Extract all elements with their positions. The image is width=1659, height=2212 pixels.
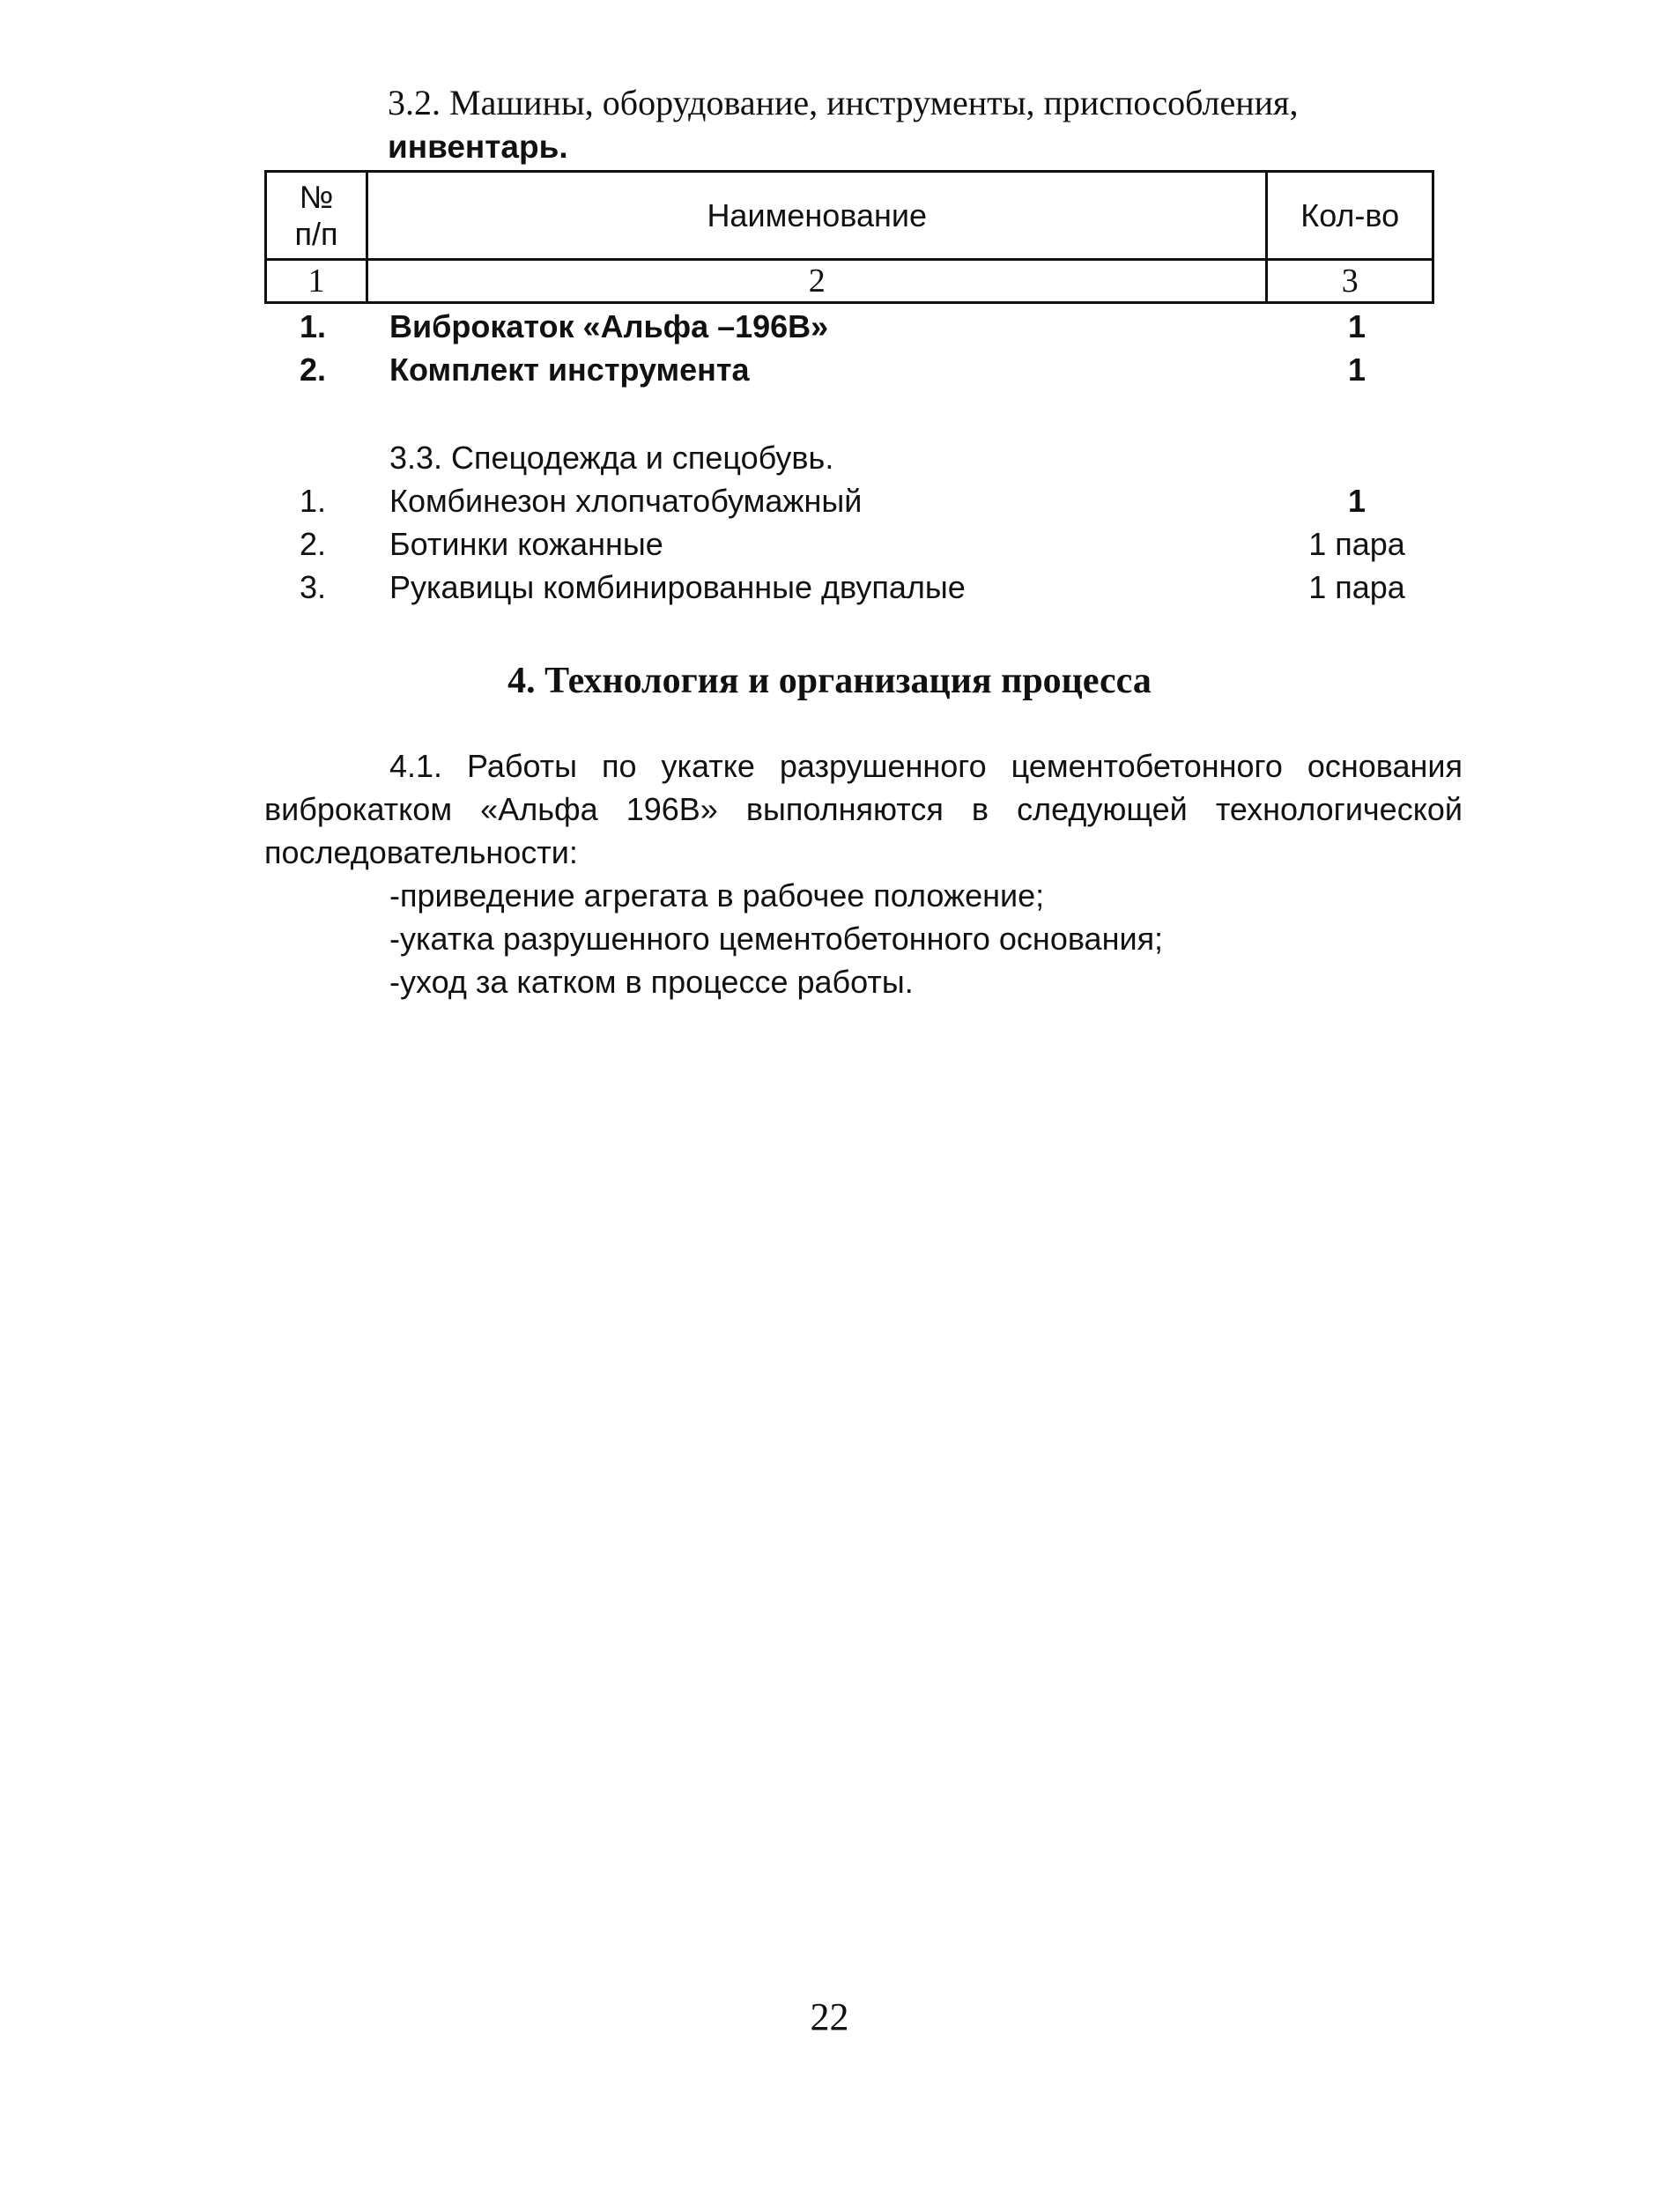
equipment-table — [264, 170, 1434, 304]
header-number-abbr: п/п — [294, 215, 338, 252]
section-3-2-heading — [388, 81, 1445, 169]
item-name: Комбинезон хлопчатобумажный — [389, 483, 863, 519]
list-item — [264, 348, 1445, 391]
section-3-2-heading-line2: инвентарь. — [388, 129, 568, 165]
clothing-list — [264, 479, 1445, 609]
list-item — [264, 479, 1445, 522]
table-header-row — [266, 172, 1433, 260]
list-item — [264, 566, 1445, 609]
item-name: Ботинки кожанные — [389, 526, 663, 562]
item-number: 2. — [300, 526, 327, 562]
item-name: Комплект инструмента — [389, 351, 750, 388]
list-item — [264, 305, 1445, 348]
item-name: Рукавицы комбинированные двупалые — [389, 569, 966, 605]
header-cell-number — [266, 172, 367, 260]
section-3-2-heading-line1: 3.2. Машины, оборудование, инструменты, приспособления, — [388, 83, 1299, 122]
section-4-heading: 4. Технология и организация процесса — [507, 661, 1152, 701]
header-number-symbol: № — [299, 178, 334, 215]
section-3-3-heading: 3.3. Спецодежда и спецобувь. — [389, 440, 834, 476]
item-qty: 1 — [1347, 351, 1366, 388]
item-qty: 1 пара — [1308, 569, 1405, 605]
column-number-cell: 3 — [1267, 260, 1433, 303]
item-number: 3. — [300, 569, 327, 605]
item-number: 1. — [300, 483, 327, 519]
paragraph-4-1: 4.1. Работы по укатке разрушенного цементобетонного основания виброкатком «Альфа 196В» выполняются в следующей технологической последовательности: — [264, 748, 1463, 870]
item-number: 2. — [300, 351, 327, 388]
header-cell-name: Наименование — [367, 172, 1267, 260]
equipment-list — [264, 305, 1445, 391]
item-qty: 1 — [1347, 483, 1366, 519]
item-number: 1. — [300, 308, 327, 344]
step-item: -уход за катком в процессе работы. — [389, 964, 914, 1000]
column-number-cell: 1 — [266, 260, 367, 303]
step-item: -укатка разрушенного цементобетонного основания; — [389, 921, 1164, 957]
page-number: 22 — [810, 1995, 849, 2038]
column-number-cell: 2 — [367, 260, 1267, 303]
item-name: Виброкаток «Альфа –196В» — [389, 308, 829, 344]
list-item — [264, 522, 1445, 566]
item-qty: 1 пара — [1308, 526, 1405, 562]
header-cell-qty: Кол-во — [1267, 172, 1433, 260]
process-steps — [389, 874, 1163, 1003]
step-item: -приведение агрегата в рабочее положение; — [389, 877, 1045, 914]
item-qty: 1 — [1347, 308, 1366, 344]
table-column-number-row — [266, 260, 1433, 303]
